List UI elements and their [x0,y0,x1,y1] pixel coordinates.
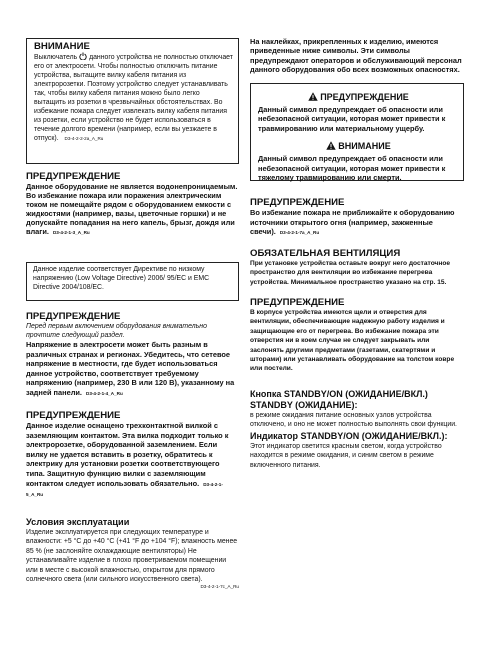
directive-text: Данное изделие соответствует Директиве по низкому напряжению (Low Voltage Directive) 2006/ 95/EC и EMC Directive 2004/108/EC. [33,266,210,291]
warning-ground-title: ПРЕДУПРЕЖДЕНИЕ [26,410,121,421]
warning-ground-text: Данное изделие оснащено трехконтактной вилкой с заземляющим контактом. Эта вилка подходит только к электророзетке, оборудованной заземлением. Если вилку не удается вставить в розетку, обратитесь к электрику для установки розетки соответствующего типа. Защитную функцию вилки с заземляющим контактом следует использовать обязательно. D3-4-2-1-5_A_Ru [26,421,229,498]
attention-box [26,38,239,164]
directive-box [26,262,239,301]
ventilation-title: ОБЯЗАТЕЛЬНАЯ ВЕНТИЛЯЦИЯ [250,248,401,259]
warning-fire-text: Во избежание пожара не приближайте к оборудованию источники открытого огня (например, зажженные свечи). D3-4-2-1-7a_A_Ru [250,208,455,237]
ventilation [250,248,464,287]
warning-water-title: ПРЕДУПРЕЖДЕНИЕ [26,171,121,182]
warning-openings-title: ПРЕДУПРЕЖДЕНИЕ [250,297,345,308]
operating-conditions-title: Условия эксплуатации [26,517,130,527]
warning-triangle-icon [326,142,336,151]
attention-title: ВНИМАНИЕ [34,41,90,52]
warning-voltage [26,311,239,399]
standby-text: в режиме ожидания питание основных узлов устройства отключено, и оно не может полностью выполнять свои функции. [250,412,457,429]
warning-water-text: Данное оборудование не является водонепроницаемым. Во избежание пожара или поражения электрическим током не помещайте рядом с оборудованием емкости с жидкостями (например, вазы, цветочные горшки) и не допускайте попадания на него капель, брызг, дождя или влаги. D3-4-2-1-3_A_Ru [26,182,238,236]
warning-openings-text: В корпусе устройства имеются щели и отверстия для вентиляции, обеспечивающие надежную работу изделия и защищающие его от перегрева. Во избежание пожара эти отверстия ни в коем случае не следует закрывать или заслонять другими предметами (газетами, скатертями и шторами) или устанавливать оборудование на толстом ковре или постели. [250,309,455,373]
warning-openings [250,297,464,374]
ventilation-text: При установке устройства оставьте вокруг него достаточное пространство для вентиляции во избежание перегрева устройства. Минимальное пространство указано на стр. 15. [250,260,451,286]
warning-triangle-icon [308,93,318,102]
warning-water [26,171,239,237]
warning-voltage-intro: Перед первым включением оборудования внимательно прочтите следующий раздел. [26,323,207,339]
indicator-text: Этот индикатор светится красным светом, когда устройство находится в режиме ожидания, и синим светом в режиме включенного питания. [250,442,442,469]
standby-section [250,389,464,470]
standby-title: Кнопка STANDBY/ON (ОЖИДАНИЕ/ВКЛ.) STANDBY (ОЖИДАНИЕ): [250,389,428,410]
symbols-intro: На наклейках, прикрепленных к изделию, имеются приведенные ниже символы. Эти символы предупреждают операторов и обслуживающий персонал данного оборудования обо всех возможных опасностях. [250,37,462,74]
power-icon [79,54,87,61]
warning-fire-title: ПРЕДУПРЕЖДЕНИЕ [250,197,345,208]
symbol-warning-text: Данный символ предупреждает об опасности или небезопасной ситуации, которая может привести к травмированию или материальному ущербу. [258,105,446,133]
indicator-title: Индикатор STANDBY/ON (ОЖИДАНИЕ/ВКЛ.): [250,430,448,441]
warning-voltage-text: Напряжение в электросети может быть разным в различных странах и регионах. Убедитесь, что сетевое напряжение в местности, где будет использоваться данное устройство, соответствует требуемому напряжению (например, 230 В или 120 В), указанному на задней панели. D3-4-2-1-4_A_Ru [26,340,235,397]
warning-voltage-title: ПРЕДУПРЕЖДЕНИЕ [26,311,121,322]
symbol-caution-heading: ВНИМАНИЕ [258,136,459,154]
symbol-warning-heading: ПРЕДУПРЕЖДЕНИЕ [258,87,459,105]
symbol-caution-text: Данный символ предупреждает об опасности или небезопасной ситуации, которая может привести к тяжелому травмированию или смерти. [258,154,446,183]
operating-conditions-code: D3-4-2-1-7c_A_Ru [200,584,239,590]
operating-conditions-text: Изделие эксплуатируется при следующих температуре и влажности: +5 °C до +40 °C (+41 °F до +104 °F); влажность менее 85 % (не заслоняйте охлаждающие вентиляторы) Не устанавливайте изделие в плохо проветриваемом помещении или в месте с высокой влажностью, открытом для прямого солнечного света (или сильного искусственного света). [26,529,238,584]
operating-conditions [26,517,239,590]
warning-ground [26,410,239,500]
warning-fire [250,197,464,238]
symbols-box [250,83,464,181]
attention-code: D3-4-2-2-2a_A_Ru [64,136,104,141]
attention-text: Выключатель данного устройства не полностью отключает его от электросети. Чтобы полностью отключить питание устройства, вытащите вилку кабеля питания из электророзетки. Поэтому устройство следует устанавливать так, чтобы вилку кабеля питания можно было легко вытащить из розетки в чрезвычайных обстоятельствах. Во избежание пожара следует извлекать вилку кабеля питания из розетки, если устройство не будет использоваться в течение долгого времени (например, если вы уезжаете в отпуск). D3-4-2-2-2a_A_Ru [34,54,233,142]
